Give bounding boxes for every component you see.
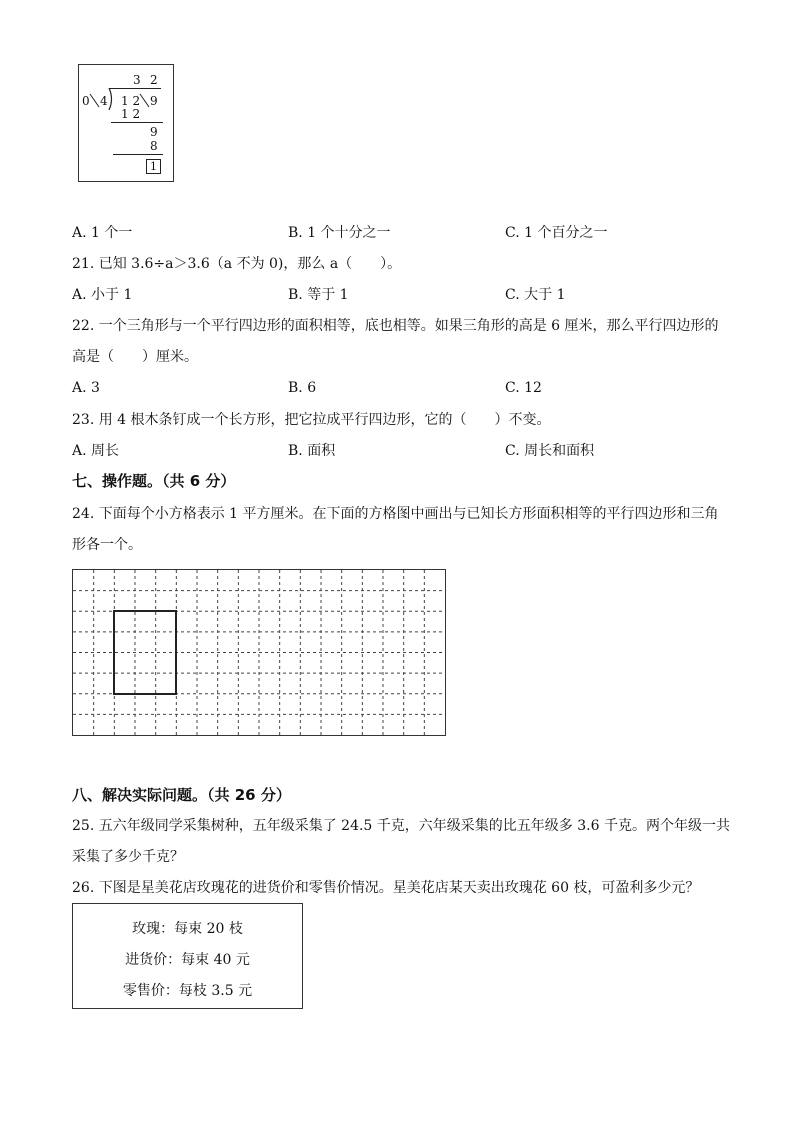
divisor-digit-0: 0 [82, 94, 90, 108]
q23-option-a: A. 周长 [72, 443, 120, 459]
subtraction-line-2 [113, 154, 163, 155]
q22-option-b: B. 6 [288, 380, 317, 396]
q25-question-line1: 25. 五六年级同学采集树种，五年级采集了 24.5 千克，六年级采集的比五年级多 3.6 千克。两个年级一共 [72, 818, 730, 834]
quotient-line [109, 88, 161, 89]
bring-down-9: 9 [150, 125, 158, 139]
q20-option-a: A. 1 个一 [72, 225, 133, 241]
q21-option-c: C. 大于 1 [505, 287, 566, 303]
price-info-box [72, 903, 303, 1009]
info-line-retail-price: 零售价：每枝 3.5 元 [122, 983, 253, 999]
info-line-bundle: 玫瑰：每束 20 枝 [132, 921, 243, 937]
q23-option-c: C. 周长和面积 [505, 443, 595, 459]
long-division-figure [78, 64, 174, 182]
q20-option-b: B. 1 个十分之一 [288, 225, 391, 241]
q24-question-line2: 形各一个。 [72, 537, 142, 553]
remainder-box: 1 [146, 159, 161, 174]
q20-option-c: C. 1 个百分之一 [505, 225, 608, 241]
section-7-title: 七、操作题。（共 6 分） [72, 472, 236, 490]
quotient-digit-2: 2 [150, 73, 158, 87]
square-grid [72, 569, 446, 736]
quotient-digit-3: 3 [133, 73, 141, 87]
q21-option-b: B. 等于 1 [288, 287, 349, 303]
q24-question-line1: 24. 下面每个小方格表示 1 平方厘米。在下面的方格图中画出与已知长方形面积相等的平行四边形和三角 [72, 506, 719, 522]
subtract-8: 8 [150, 139, 158, 153]
given-rectangle [113, 610, 177, 695]
q22-question-line2: 高是（ ）厘米。 [72, 349, 198, 365]
dividend-digits-12: 1 2 [121, 94, 141, 108]
q22-option-c: C. 12 [505, 380, 542, 396]
q23-question: 23. 用 4 根木条钉成一个长方形，把它拉成平行四边形，它的（ ）不变。 [72, 412, 551, 428]
q22-option-a: A. 3 [72, 380, 100, 396]
q26-question: 26. 下图是星美花店玫瑰花的进货价和零售价情况。星美花店某天卖出玫瑰花 60 枝，可盈利多少元？ [72, 880, 700, 896]
q21-option-a: A. 小于 1 [72, 287, 133, 303]
q23-option-b: B. 面积 [288, 443, 336, 459]
q21-question: 21. 已知 3.6÷a＞3.6（a 不为 0)，那么 a（ ）。 [72, 256, 402, 272]
division-bracket [107, 87, 115, 111]
q25-question-line2: 采集了多少千克？ [72, 849, 184, 865]
info-line-purchase-price: 进货价：每束 40 元 [125, 952, 250, 968]
section-8-title: 八、解决实际问题。（共 26 分） [72, 786, 291, 804]
dividend-digit-9: 9 [150, 94, 158, 108]
q22-question-line1: 22. 一个三角形与一个平行四边形的面积相等，底也相等。如果三角形的高是 6 厘米，那么平行四边形的 [72, 318, 719, 334]
subtraction-line-1 [111, 122, 163, 123]
divisor-digit-4: 4 [100, 94, 108, 108]
subtract-12: 1 2 [121, 107, 141, 121]
